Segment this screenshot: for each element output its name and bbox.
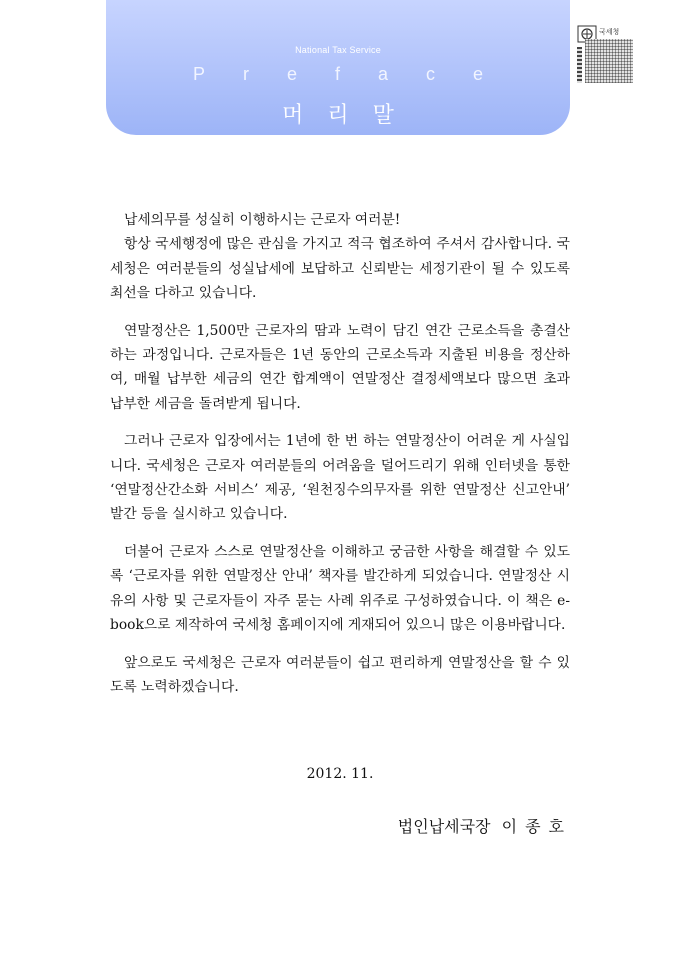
- header-banner: [106, 0, 570, 135]
- banner-organization: National Tax Service: [295, 45, 381, 55]
- letter-date: 2012. 11.: [306, 766, 374, 782]
- letter-paragraph-3: 그러나 근로자 입장에서는 1년에 한 번 하는 연말정산이 어려운 게 사실입니다. 국세청은 근로자 여러분들의 어려움을 덜어드리기 위해 인터넷을 통한 ‘연말정산간소화 서비스’ 제공, ‘원천징수의무자를 위한 연말정산 신고안내’ 발간 등을 실시하고 있습니다.: [110, 433, 570, 523]
- signer-title: 법인납세국장: [397, 817, 491, 836]
- letter-paragraph-4: 더불어 근로자 스스로 연말정산을 이해하고 궁금한 사항을 해결할 수 있도록 ‘근로자를 위한 연말정산 안내’ 책자를 발간하게 되었습니다. 연말정산 시 유의 사항 및 근로자들이 자주 묻는 사례 위주로 구성하였습니다. 이 책은 e-book으로 제작하여 국세청 홈페이지에 게재되어 있으니 많은 이용바랍니다.: [110, 543, 570, 634]
- logo-stripe: [577, 47, 582, 83]
- letter-paragraph-5: 앞으로도 국세청은 근로자 여러분들이 쉽고 편리하게 연말정산을 할 수 있도록 노력하겠습니다.: [110, 654, 570, 695]
- logo-label: 국세청: [599, 28, 620, 36]
- letter-paragraph-2: 연말정산은 1,500만 근로자의 땀과 노력이 담긴 연간 근로소득을 총결산하는 과정입니다. 근로자들은 1년 동안의 근로소득과 지출된 비용을 정산하여, 매월 납부한 세금의 연간 합계액이 연말정산 결정세액보다 많으면 초과 납부한 세금을 돌려받게 됩니다.: [110, 322, 570, 412]
- letter-body: [110, 208, 570, 699]
- signature: [398, 814, 572, 837]
- logo-pattern: [585, 39, 633, 83]
- page-title: 머리말: [282, 103, 418, 128]
- letter-greeting: 납세의무를 성실히 이행하시는 근로자 여러분!: [124, 212, 401, 228]
- nts-logo: [577, 25, 635, 83]
- signer-name: 이종호: [501, 817, 572, 836]
- letter-paragraph-1: 항상 국세행정에 많은 관심을 가지고 적극 협조하여 주셔서 감사합니다. 국세청은 여러분들의 성실납세에 보답하고 신뢰받는 세정기관이 될 수 있도록 최선을 다하고 있습니다.: [110, 236, 570, 302]
- banner-subtitle: Preface: [192, 64, 522, 84]
